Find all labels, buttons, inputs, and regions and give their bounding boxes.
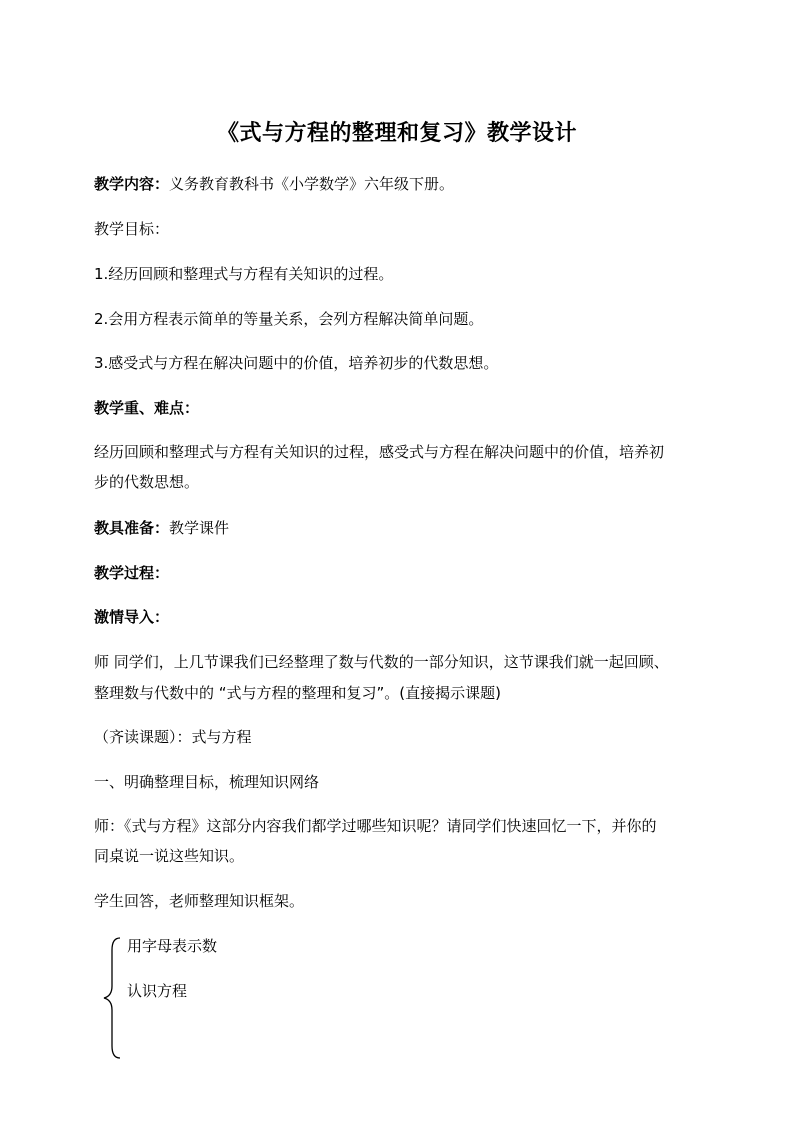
goal-item-1: 1.经历回顾和整理式与方程有关知识的过程。 xyxy=(94,265,394,283)
intro-text-line-1: 师 同学们，上几节课我们已经整理了数与代数的一部分知识，这节课我们就一起回顾、 xyxy=(94,653,669,671)
teacher-question-line-1: 师：《式与方程》这部分内容我们都学过哪些知识呢？请同学们快速回忆一下，并你的 xyxy=(94,817,657,835)
framework-item-2: 认识方程 xyxy=(127,982,188,1000)
intro-heading: 激情导入： xyxy=(94,608,170,626)
student-answer-line: 学生回答，老师整理知识框架。 xyxy=(94,892,305,910)
teacher-question-line-2: 同桌说一说这些知识。 xyxy=(94,847,245,865)
teaching-content-line xyxy=(94,173,454,195)
key-points-text-line-2: 步的代数思想。 xyxy=(94,473,200,491)
tools-line xyxy=(94,517,229,539)
framework-item-1: 用字母表示数 xyxy=(127,937,218,955)
teaching-content-label: 教学内容： xyxy=(94,175,170,193)
read-title-line: （齐读课题）：式与方程 xyxy=(94,728,252,746)
goal-item-3: 3.感受式与方程在解决问题中的价值，培养初步的代数思想。 xyxy=(94,354,499,372)
section-1-heading: 一、明确整理目标，梳理知识网络 xyxy=(94,773,320,791)
goals-heading: 教学目标： xyxy=(94,220,170,238)
key-points-heading: 教学重、难点： xyxy=(94,399,200,417)
teaching-content-text: 义务教育教科书《小学数学》六年级下册。 xyxy=(169,175,455,193)
process-heading: 教学过程： xyxy=(94,564,170,582)
key-points-text-line-1: 经历回顾和整理式与方程有关知识的过程，感受式与方程在解决问题中的价值，培养初 xyxy=(94,443,665,461)
intro-text-line-2: 整理数与代数中的 “式与方程的整理和复习”。(直接揭示课题) xyxy=(94,684,502,702)
left-brace-icon xyxy=(100,936,122,1060)
tools-label: 教具准备： xyxy=(94,519,170,537)
document-title: 《式与方程的整理和复习》教学设计 xyxy=(216,121,577,146)
tools-text: 教学课件 xyxy=(169,519,230,537)
goal-item-2: 2.会用方程表示简单的等量关系，会列方程解决简单问题。 xyxy=(94,310,484,328)
